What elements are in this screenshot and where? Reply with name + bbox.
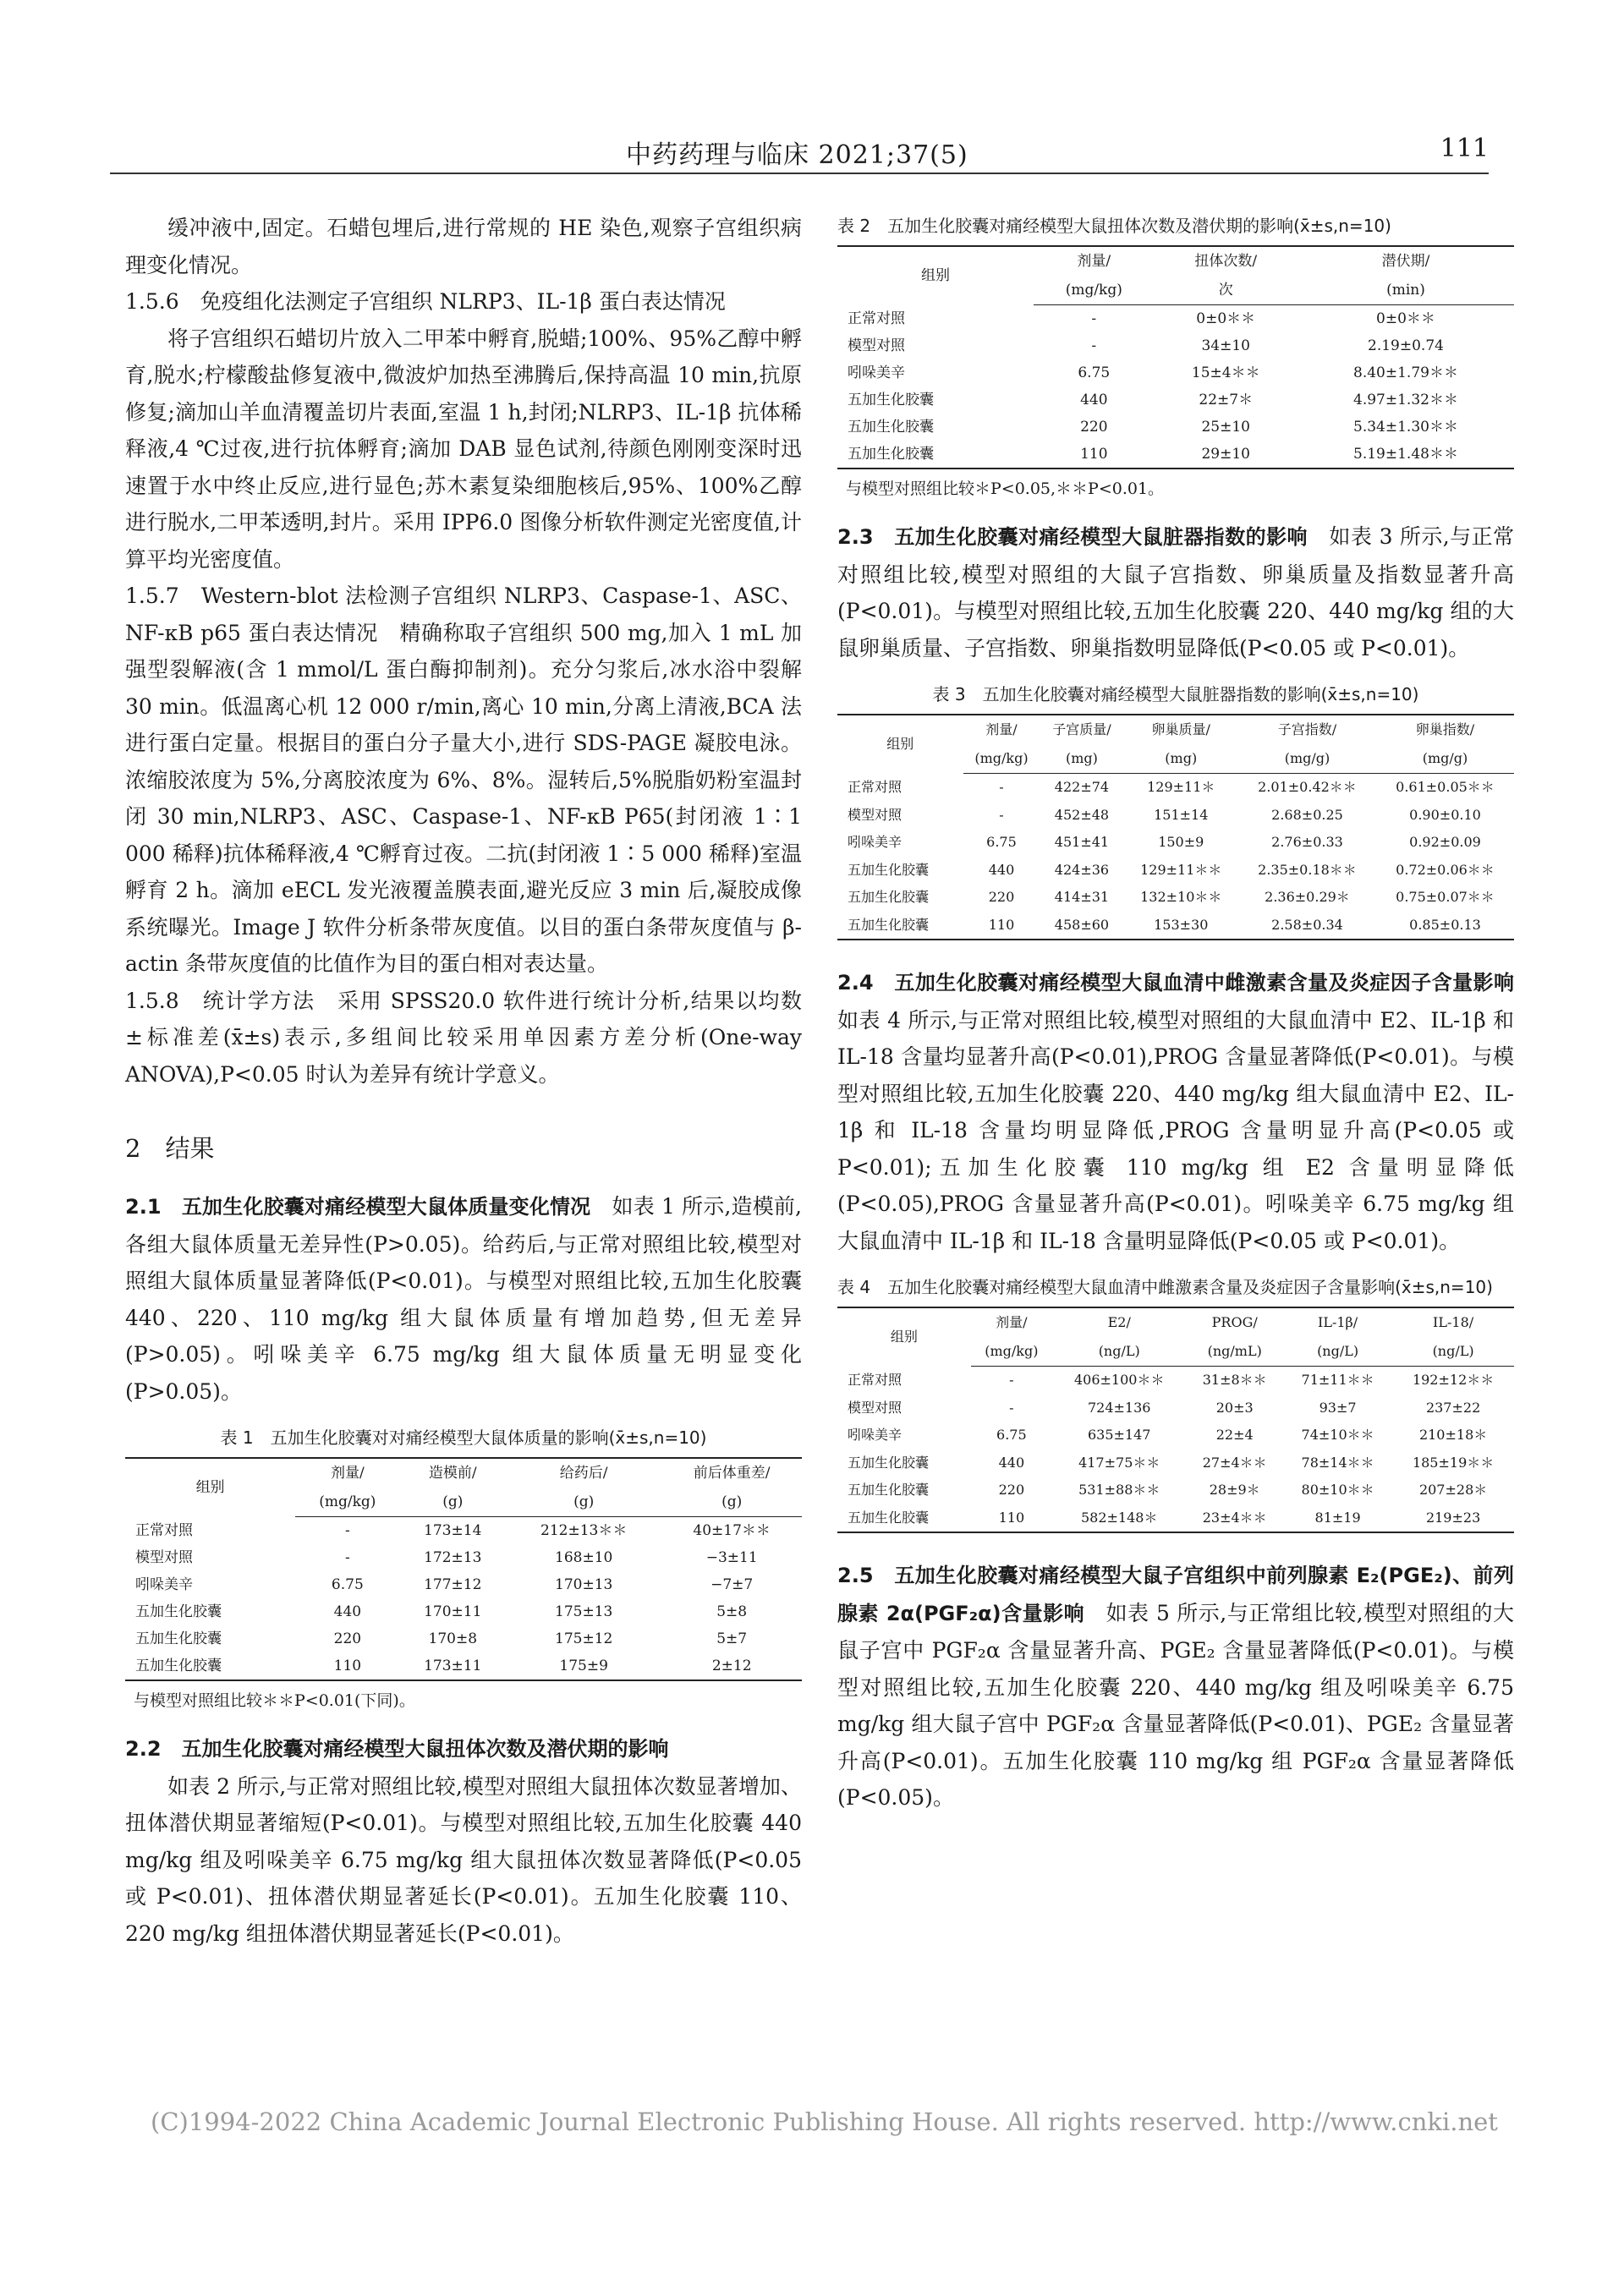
table-cell: 129±11＊＊ — [1140, 861, 1222, 878]
table-cell: 40±17＊＊ — [693, 1522, 771, 1539]
table-cell: 五加生化胶囊 — [848, 419, 934, 436]
paragraph: 将子宫组织石蜡切片放入二甲苯中孵育,脱蜡;100%、95%乙醇中孵育,脱水;柠檬酸盐修复液中,微波炉加热至沸腾后,保持高温 10 min,抗原修复;滴加山羊血清覆盖切片表面,室温 1 h,封闭;NLRP3、IL-1β 抗体稀释液,4 ℃过夜,进行抗体孵育;滴加 DAB 显色试剂,待颜色刚刚变深时迅速置于水中终止反应,进行显色;苏木素复染细胞核后,95%、100%乙醇进行脱水,二甲苯透明,封片。采用 IPP6.0 图像分析软件测定光密度值,计算平均光密度值。 — [125, 326, 802, 572]
table-cell: 吲哚美辛 — [848, 1427, 903, 1443]
table-row — [837, 857, 1514, 885]
table-cell: 模型对照 — [848, 337, 905, 354]
subsection-heading: 2.3 五加生化胶囊对痛经模型大鼠脏器指数的影响 — [837, 525, 1308, 549]
table-header-cell: 剂量/ — [985, 721, 1018, 737]
table-header-cell: 子宫质量/ — [1052, 721, 1111, 737]
table-header-cell: 剂量/ — [330, 1465, 365, 1482]
table-row — [837, 441, 1514, 469]
table-cell: 170±13 — [555, 1576, 613, 1593]
table-header-cell: 造模前/ — [428, 1465, 477, 1482]
table-unit-cell: (ng/L) — [1392, 1337, 1514, 1367]
table-cell: 81±19 — [1314, 1509, 1361, 1526]
table-cell: - — [1009, 1372, 1014, 1388]
table-cell: 0.92±0.09 — [1409, 834, 1481, 850]
table-cell: 177±12 — [424, 1576, 482, 1593]
table-cell: 173±11 — [424, 1658, 482, 1674]
table-cell: 220 — [333, 1630, 362, 1647]
table-cell: - — [344, 1522, 350, 1539]
table-cell: 172±13 — [424, 1549, 482, 1566]
paragraph: 如表 3 所示,与正常对照组比较,模型对照组的大鼠子宫指数、卵巢质量及指数显著升高(P<0.01)。与模型对照组比较,五加生化胶囊 220、440 mg/kg 组的大鼠卵巢质量、子宫指数、卵巢指数明显降低(P<0.05 或 P<0.01)。 — [837, 524, 1514, 660]
paragraph: 如表 2 所示,与正常对照组比较,模型对照组大鼠扭体次数显著增加、扭体潜伏期显著缩短(P<0.01)。与模型对照组比较,五加生化胶囊 440 mg/kg 组及吲哚美辛 6.75 mg/kg 组大鼠扭体次数显著降低(P<0.05 或 P<0.01)、扭体潜伏期显著延长(P<0.01)。五加生化胶囊 110、220 mg/kg 组扭体潜伏期显著延长(P<0.01)。 — [125, 1773, 802, 1946]
table-cell: 458±60 — [1054, 916, 1110, 933]
table-header-cell: 扭体次数/ — [1194, 253, 1258, 270]
table-cell: 31±8＊＊ — [1202, 1372, 1267, 1388]
header-rule — [110, 173, 1489, 174]
table-cell: 6.75 — [331, 1576, 364, 1593]
table-cell: 模型对照 — [848, 1399, 903, 1416]
paragraph: 如表 5 所示,与正常组比较,模型对照组的大鼠子宫中 PGF₂α 含量显著升高、PGE₂ 含量显著降低(P<0.01)。与模型对照组比较,五加生化胶囊 220、440 mg/kg 组及吲哚美辛 6.75 mg/kg 组大鼠子宫中 PGF₂α 含量显著降低(P<0.01)、PGE₂ 含量显著升高(P<0.01)。五加生化胶囊 110 mg/kg 组 PGF₂α 含量显著降低(P<0.05)。 — [837, 1600, 1514, 1810]
table-row — [837, 884, 1514, 912]
table-unit-cell: (ng/mL) — [1186, 1337, 1283, 1367]
table-row — [837, 332, 1514, 359]
table-cell: 5±8 — [716, 1603, 748, 1620]
table-cell: 168±10 — [555, 1549, 613, 1566]
table-cell: 五加生化胶囊 — [848, 392, 934, 408]
table-cell: 34±10 — [1201, 337, 1250, 354]
table-cell: 110 — [988, 916, 1015, 933]
table-cell: 71±11＊＊ — [1301, 1372, 1374, 1388]
left-column — [125, 210, 802, 1952]
table-cell: 175±12 — [555, 1630, 613, 1647]
table-cell: 0.90±0.10 — [1409, 806, 1481, 823]
table-cell: 80±10＊＊ — [1301, 1482, 1374, 1498]
table-cell: 22±4 — [1215, 1427, 1254, 1443]
copyright-footer: (C)1994-2022 China Academic Journal Electronic Publishing House. All rights reserved. http://www.cnki.net — [151, 2107, 1498, 2136]
table-cell: −3±11 — [705, 1549, 758, 1566]
table-header-cell: PROG/ — [1211, 1314, 1258, 1330]
table-header-cell: 子宫指数/ — [1277, 721, 1337, 737]
table-cell: 219±23 — [1425, 1509, 1481, 1526]
table-cell: 模型对照 — [848, 806, 903, 823]
table-unit-cell: 次 — [1155, 276, 1298, 305]
table-cell: 220 — [1080, 419, 1108, 436]
table-cell: 5.19±1.48＊＊ — [1353, 446, 1458, 463]
table-unit-cell: (mg) — [1124, 744, 1238, 774]
table-cell: 151±14 — [1154, 806, 1209, 823]
subsection-heading: 2.5 五加生化胶囊对痛经模型大鼠子宫组织中前列腺素 E₂(PGE₂)、前列腺素 2α(PGF₂α)含量影响 — [837, 1564, 1514, 1625]
table-cell: 8.40±1.79＊＊ — [1353, 364, 1458, 381]
table-cell: - — [1009, 1399, 1014, 1416]
table-cell: 74±10＊＊ — [1301, 1427, 1374, 1443]
table-cell: 724±136 — [1087, 1399, 1151, 1416]
table-cell: 正常对照 — [848, 310, 905, 327]
subsection-heading: 1.5.6 免疫组化法测定子宫组织 NLRP3、IL-1β 蛋白表达情况 — [125, 289, 726, 314]
table-unit-cell: (g) — [506, 1488, 661, 1517]
table-header-cell: 剂量/ — [1077, 253, 1111, 270]
table-caption: 表 4 五加生化胶囊对痛经模型大鼠血清中雌激素含量及炎症因子含量影响(x̄±s,n=10) — [837, 1277, 1493, 1297]
table-cell: 440 — [998, 1454, 1025, 1471]
table-cell: - — [999, 779, 1004, 795]
table-cell: 635±147 — [1087, 1427, 1151, 1443]
table-cell: 25±10 — [1201, 419, 1250, 436]
table-cell: 93±7 — [1319, 1399, 1357, 1416]
table-cell: 150±9 — [1158, 834, 1204, 850]
table-row — [837, 829, 1514, 857]
table-cell: 153±30 — [1154, 916, 1209, 933]
table-cell: 582±148＊ — [1080, 1509, 1158, 1526]
table-cell: 110 — [1080, 446, 1108, 463]
table-cell: 185±19＊＊ — [1412, 1454, 1495, 1471]
section-heading: 2 结果 — [125, 1134, 215, 1163]
table-cell: 模型对照 — [135, 1549, 193, 1566]
table-cell: 2.01±0.42＊＊ — [1258, 779, 1357, 795]
table-header-cell: 潜伏期/ — [1381, 253, 1430, 270]
table-cell: 0±0＊＊ — [1196, 310, 1256, 327]
table-unit-cell: (mg/g) — [1376, 744, 1514, 774]
table-cell: 正常对照 — [135, 1521, 193, 1539]
table-cell: 5.34±1.30＊＊ — [1353, 419, 1458, 436]
table-cell: 129±11＊ — [1147, 779, 1215, 795]
table-cell: 29±10 — [1201, 446, 1250, 463]
table-header-cell: 组别 — [890, 1329, 918, 1345]
table-cell: 正常对照 — [848, 778, 903, 795]
table-cell: 五加生化胶囊 — [135, 1603, 222, 1620]
table-cell: 170±11 — [424, 1603, 482, 1620]
subsection-heading: 2.1 五加生化胶囊对痛经模型大鼠体质量变化情况 — [125, 1195, 591, 1219]
table-unit-cell: (min) — [1298, 276, 1514, 305]
table-cell: 0.72±0.06＊＊ — [1396, 861, 1495, 878]
table-cell: 6.75 — [986, 834, 1017, 850]
paragraph: 如表 1 所示,造模前,各组大鼠体质量无差异性(P>0.05)。给药后,与正常对照组比较,模型对照组大鼠体质量显著降低(P<0.01)。与模型对照组比较,五加生化胶囊 440、220、110 mg/kg 组大鼠体质量有增加趋势,但无差异(P>0.05)。吲哚美辛 6.75 mg/kg 组大鼠体质量无明显变化(P>0.05)。 — [125, 1194, 802, 1404]
subsection-heading: 2.2 五加生化胶囊对痛经模型大鼠扭体次数及潜伏期的影响 — [125, 1737, 669, 1761]
table-row — [125, 1625, 802, 1652]
table-2 — [837, 245, 1514, 469]
table-cell: 0.61±0.05＊＊ — [1396, 779, 1495, 795]
table-cell: 2.68±0.25 — [1271, 806, 1343, 823]
table-cell: 6.75 — [1078, 364, 1111, 381]
table-row — [837, 414, 1514, 441]
table-cell: 417±75＊＊ — [1078, 1454, 1160, 1471]
table-cell: 212±13＊＊ — [540, 1522, 628, 1539]
table-cell: 175±13 — [555, 1603, 613, 1620]
table-row — [837, 774, 1514, 802]
table-cell: 五加生化胶囊 — [848, 889, 930, 905]
table-header-cell: 卵巢质量/ — [1151, 721, 1210, 737]
table-cell: 6.75 — [996, 1427, 1027, 1443]
table-caption: 表 2 五加生化胶囊对痛经模型大鼠扭体次数及潜伏期的影响(x̄±s,n=10) — [837, 216, 1391, 236]
table-cell: 424±36 — [1054, 861, 1110, 878]
table-cell: 452±48 — [1054, 806, 1110, 823]
table-cell: 207±28＊ — [1418, 1482, 1488, 1498]
table-cell: 2.19±0.74 — [1368, 337, 1444, 354]
subsection-heading: 2.4 五加生化胶囊对痛经模型大鼠血清中雌激素含量及炎症因子含量影响 — [837, 971, 1514, 995]
table-cell: 192±12＊＊ — [1412, 1372, 1495, 1388]
table-unit-cell: (mg/kg) — [963, 744, 1040, 774]
table-4 — [837, 1307, 1514, 1533]
table-cell: 五加生化胶囊 — [848, 446, 934, 463]
table-cell: 2.35±0.18＊＊ — [1258, 861, 1357, 878]
table-row — [837, 1367, 1514, 1395]
table-cell: 15±4＊＊ — [1191, 364, 1260, 381]
table-cell: 4.97±1.32＊＊ — [1353, 392, 1458, 408]
table-cell: 27±4＊＊ — [1202, 1454, 1267, 1471]
paragraph: 1.5.8 统计学方法 采用 SPSS20.0 软件进行统计分析,结果以均数±标准差(x̄±s)表示,多组间比较采用单因素方差分析(One-way ANOVA),P<0.05 时认为差异有统计学意义。 — [125, 988, 802, 1087]
table-cell: 0.85±0.13 — [1409, 916, 1481, 933]
paragraph: 1.5.7 Western-blot 法检测子宫组织 NLRP3、Caspase-1、ASC、NF-κB p65 蛋白表达情况 精确称取子宫组织 500 mg,加入 1 mL 加强型裂解液(含 1 mmol/L 蛋白酶抑制剂)。充分匀浆后,冰水浴中裂解 30 min。低温离心机 12 000 r/min,离心 10 min,分离上清液,BCA 法进行蛋白定量。根据目的蛋白分子量大小,进行 SDS-PAGE 凝胶电泳。浓缩胶浓度为 5%,分离胶浓度为 6%、8%。湿转后,5%脱脂奶粉室温封闭 30 min,NLRP3、ASC、Caspase-1、NF-κB P65(封闭液 1∶1 000 稀释)抗体稀释液,4 ℃孵育过夜。二抗(封闭液 1∶5 000 稀释)室温孵育 2 h。滴加 eECL 发光液覆盖膜表面,避光反应 3 min 后,凝胶成像系统曝光。Image J 软件分析条带灰度值。以目的蛋白条带灰度值与 β-actin 条带灰度值的比值作为目的蛋白相对表达量。 — [125, 584, 802, 976]
table-row — [837, 1449, 1514, 1477]
table-row — [837, 386, 1514, 414]
table-cell: 440 — [333, 1603, 362, 1620]
table-row — [837, 1395, 1514, 1422]
table-cell: 531±88＊＊ — [1078, 1482, 1160, 1498]
table-cell: 五加生化胶囊 — [848, 1509, 930, 1526]
table-unit-cell: (g) — [400, 1488, 506, 1517]
table-cell: 五加生化胶囊 — [848, 1454, 930, 1471]
right-column — [837, 210, 1514, 1817]
table-cell: 吲哚美辛 — [848, 834, 903, 850]
table-cell: 110 — [998, 1509, 1025, 1526]
table-row — [125, 1571, 802, 1598]
table-cell: 正常对照 — [848, 1371, 903, 1388]
table-cell: 220 — [988, 889, 1015, 905]
table-cell: 22±7＊ — [1199, 392, 1254, 408]
table-cell: 170±8 — [428, 1630, 478, 1647]
table-cell: −7±7 — [710, 1576, 754, 1593]
table-cell: - — [344, 1549, 350, 1566]
table-cell: 五加生化胶囊 — [135, 1630, 222, 1647]
table-unit-cell: (mg/kg) — [971, 1337, 1052, 1367]
table-cell: 0.75±0.07＊＊ — [1396, 889, 1495, 905]
table-cell: 2.58±0.34 — [1271, 916, 1343, 933]
table-header-cell: E2/ — [1107, 1314, 1131, 1330]
page-number: 111 — [1440, 134, 1489, 163]
table-3 — [837, 714, 1514, 940]
table-cell: 2.36±0.29＊ — [1265, 889, 1350, 905]
table-row — [125, 1652, 802, 1680]
table-header-cell: 给药后/ — [559, 1465, 608, 1482]
table-header-cell: 组别 — [921, 267, 951, 285]
paragraph: 如表 4 所示,与正常对照组比较,模型对照组的大鼠血清中 E2、IL-1β 和 IL-18 含量均显著升高(P<0.01),PROG 含量显著降低(P<0.01)。与模型对照组比较,五加生化胶囊 220、440 mg/kg 组大鼠血清中 E2、IL-1β 和 IL-18 含量均明显降低,PROG 含量明显升高(P<0.05 或 P<0.01);五加生化胶囊 110 mg/kg 组 E2 含量明显降低(P<0.05),PROG 含量显著升高(P<0.01)。吲哚美辛 6.75 mg/kg 组大鼠血清中 IL-1β 和 IL-18 含量明显降低(P<0.05 或 P<0.01)。 — [837, 1007, 1514, 1253]
table-cell: 451±41 — [1054, 834, 1110, 850]
table-unit-cell: (mg/g) — [1238, 744, 1376, 774]
table-unit-cell: (ng/L) — [1052, 1337, 1186, 1367]
table-row — [837, 359, 1514, 386]
table-cell: 220 — [998, 1482, 1025, 1498]
table-cell: 5±7 — [716, 1630, 748, 1647]
table-cell: 28±9＊ — [1209, 1482, 1260, 1498]
table-cell: 210±18＊ — [1418, 1427, 1488, 1443]
table-header-cell: 前后体重差/ — [693, 1465, 771, 1482]
table-cell: 237±22 — [1425, 1399, 1481, 1416]
table-row — [125, 1517, 802, 1545]
table-note: 与模型对照组比较＊P<0.05,＊＊P<0.01。 — [846, 479, 1165, 498]
table-cell: - — [1091, 337, 1097, 354]
table-cell: 五加生化胶囊 — [848, 861, 930, 878]
paragraph: 缓冲液中,固定。石蜡包埋后,进行常规的 HE 染色,观察子宫组织病理变化情况。 — [125, 216, 802, 277]
table-row — [125, 1544, 802, 1571]
table-cell: 78±14＊＊ — [1301, 1454, 1374, 1471]
table-row — [837, 802, 1514, 830]
table-cell: - — [1091, 310, 1097, 327]
table-1 — [125, 1457, 802, 1681]
table-unit-cell: (mg) — [1040, 744, 1123, 774]
table-cell: 20±3 — [1215, 1399, 1254, 1416]
table-cell: 173±14 — [424, 1522, 482, 1539]
table-row — [837, 1422, 1514, 1449]
table-cell: 132±10＊＊ — [1140, 889, 1222, 905]
table-cell: 23±4＊＊ — [1202, 1509, 1267, 1526]
table-cell: - — [999, 806, 1004, 823]
table-cell: 406±100＊＊ — [1073, 1372, 1165, 1388]
table-cell: 0±0＊＊ — [1376, 310, 1435, 327]
table-row — [837, 1504, 1514, 1533]
table-cell: 110 — [333, 1658, 362, 1674]
table-cell: 440 — [988, 861, 1015, 878]
table-row — [837, 1477, 1514, 1504]
table-header-cell: 组别 — [195, 1479, 225, 1497]
table-unit-cell: (ng/L) — [1283, 1337, 1392, 1367]
table-row — [837, 305, 1514, 333]
table-cell: 2±12 — [711, 1658, 752, 1674]
table-cell: 2.76±0.33 — [1271, 834, 1343, 850]
table-note: 与模型对照组比较＊＊P<0.01(下同)。 — [134, 1691, 415, 1710]
table-cell: 175±9 — [559, 1658, 608, 1674]
table-caption: 表 3 五加生化胶囊对痛经模型大鼠脏器指数的影响(x̄±s,n=10) — [932, 684, 1419, 704]
table-header-cell: IL-1β/ — [1318, 1314, 1358, 1330]
table-cell: 五加生化胶囊 — [135, 1658, 222, 1674]
table-cell: 414±31 — [1054, 889, 1110, 905]
table-row — [837, 912, 1514, 940]
table-header-cell: 卵巢指数/ — [1415, 721, 1475, 737]
journal-title: 中药药理与临床 2021;37(5) — [626, 140, 968, 170]
page-header — [110, 134, 1489, 178]
table-header-cell: IL-18/ — [1433, 1314, 1474, 1330]
table-cell: 吲哚美辛 — [135, 1576, 193, 1593]
table-cell: 五加生化胶囊 — [848, 1482, 930, 1498]
table-row — [125, 1598, 802, 1625]
table-cell: 吲哚美辛 — [848, 364, 905, 381]
table-caption: 表 1 五加生化胶囊对对痛经模型大鼠体质量的影响(x̄±s,n=10) — [220, 1427, 707, 1448]
table-unit-cell: (g) — [661, 1488, 802, 1517]
table-header-cell: 剂量/ — [996, 1314, 1028, 1330]
table-cell: 440 — [1080, 392, 1108, 408]
table-unit-cell: (mg/kg) — [1034, 276, 1154, 305]
table-cell: 五加生化胶囊 — [848, 916, 930, 933]
table-header-cell: 组别 — [886, 736, 914, 753]
table-cell: 422±74 — [1054, 779, 1110, 795]
table-unit-cell: (mg/kg) — [295, 1488, 399, 1517]
